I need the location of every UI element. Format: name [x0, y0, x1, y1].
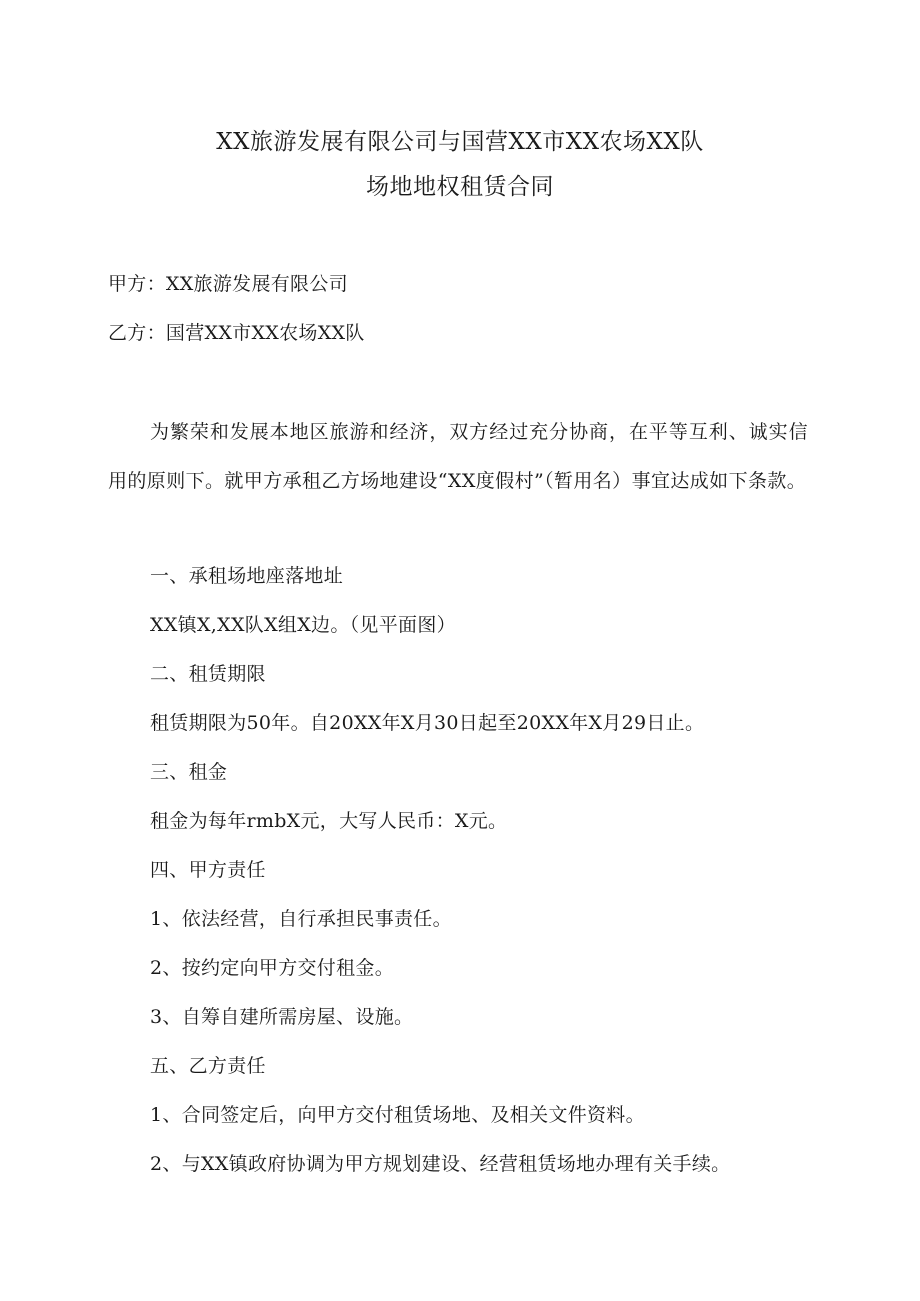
- party-b-duty-2: 2、与XX镇政府协调为甲方规划建设、经营租赁场地办理有关手续。: [150, 1153, 731, 1175]
- section-heading-party-b-duties: 五、乙方责任: [150, 1055, 266, 1077]
- location-text: XX镇X,XX队X组X边。（见平面图）: [150, 614, 456, 636]
- party-a: 甲方：XX旅游发展有限公司: [108, 273, 348, 295]
- term-text: 租赁期限为50年。自20XX年X月30日起至20XX年X月29日止。: [150, 712, 705, 734]
- party-a-duty-3: 3、自筹自建所需房屋、设施。: [150, 1006, 414, 1028]
- contract-title-line-2: 场地地权租赁合同: [366, 174, 554, 200]
- section-heading-rent: 三、租金: [150, 761, 228, 783]
- party-a-duty-1: 1、依法经营，自行承担民事责任。: [150, 908, 452, 930]
- preamble-paragraph: 为繁荣和发展本地区旅游和经济，双方经过充分协商，在平等互利、诚实信用的原则下。就甲方承租乙方场地建设“XX度假村”（暂用名）事宜达成如下条款。: [108, 421, 808, 492]
- party-b: 乙方：国营XX市XX农场XX队: [108, 322, 365, 344]
- section-heading-location: 一、承租场地座落地址: [150, 565, 344, 587]
- party-b-duty-1: 1、合同签定后，向甲方交付租赁场地、及相关文件资料。: [150, 1104, 645, 1126]
- clauses-list: [150, 563, 830, 1200]
- section-heading-term: 二、租赁期限: [150, 663, 266, 685]
- contract-title-line-1: XX旅游发展有限公司与国营XX市XX农场XX队: [216, 129, 704, 155]
- rent-text: 租金为每年rmbX元，大写人民币：X元。: [150, 810, 508, 832]
- party-a-duty-2: 2、按约定向甲方交付租金。: [150, 957, 394, 979]
- section-heading-party-a-duties: 四、甲方责任: [150, 859, 266, 881]
